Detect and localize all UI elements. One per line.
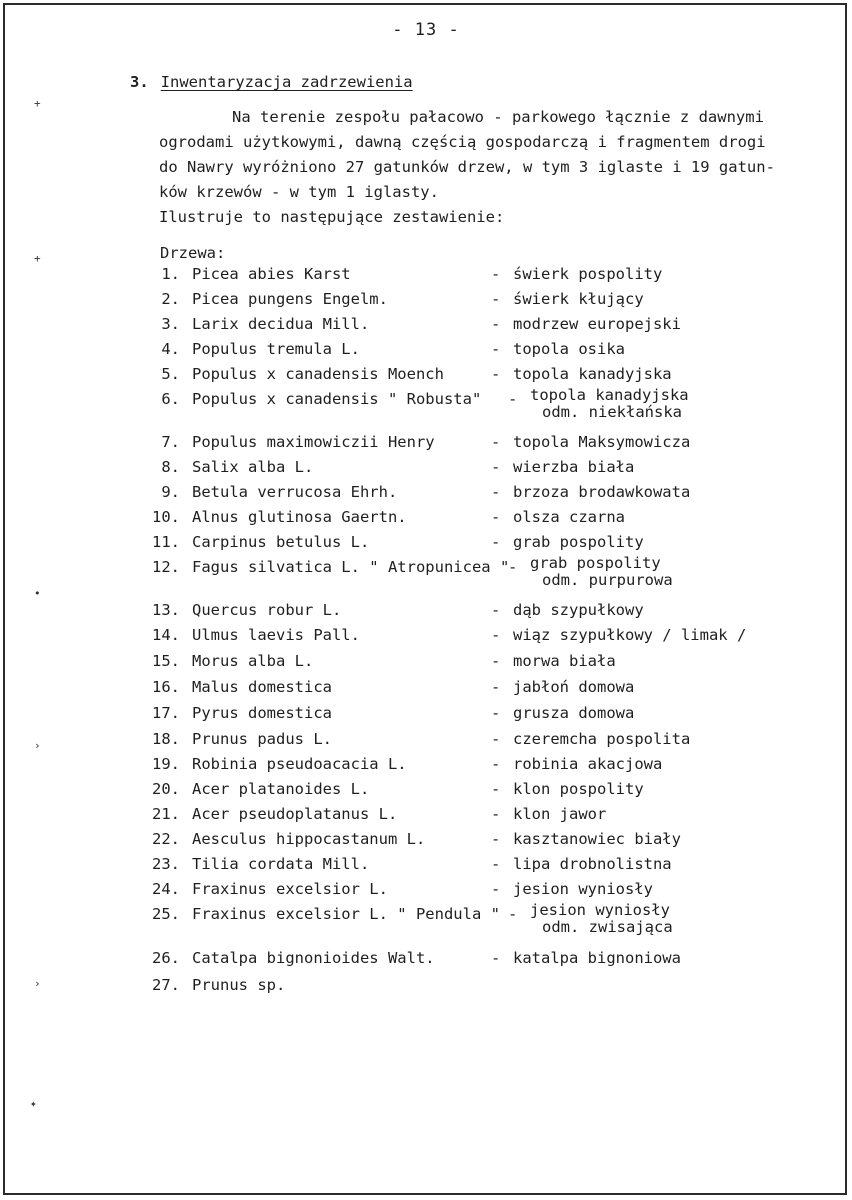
tree-dash: - xyxy=(491,626,501,644)
tree-polish-main: katalpa bignoniowa xyxy=(513,949,681,967)
tree-polish-name xyxy=(513,830,681,848)
tree-latin-name: Pyrus domestica xyxy=(192,704,332,722)
intro-line: Na terenie zespołu pałacowo - parkowego łącznie z dawnymi xyxy=(232,108,764,126)
tree-number: 9. xyxy=(161,483,180,501)
tree-polish-main: jabłoń domowa xyxy=(513,678,635,696)
tree-polish-name xyxy=(530,555,673,589)
tree-polish-name xyxy=(513,880,653,898)
tree-number: 27. xyxy=(152,976,180,994)
tree-dash: - xyxy=(491,830,501,848)
tree-number: 21. xyxy=(152,805,180,823)
tree-number: 1. xyxy=(161,265,180,283)
tree-row xyxy=(0,483,852,509)
tree-dash: - xyxy=(491,508,501,526)
tree-row xyxy=(0,626,852,652)
tree-dash: - xyxy=(491,340,501,358)
tree-polish-main: topola kanadyjska xyxy=(513,365,672,383)
tree-polish-main: jesion wyniosły xyxy=(530,901,670,919)
tree-row xyxy=(0,652,852,678)
tree-latin-name: Picea pungens Engelm. xyxy=(192,290,388,308)
tree-latin-name: Acer pseudoplatanus L. xyxy=(192,805,398,823)
tree-polish-main: świerk kłujący xyxy=(513,290,644,308)
tree-polish-name xyxy=(513,458,634,476)
tree-dash: - xyxy=(491,805,501,823)
tree-polish-main: modrzew europejski xyxy=(513,315,681,333)
tree-polish-name xyxy=(513,290,644,308)
intro-line: ogrodami użytkowymi, dawną częścią gospodarczą i fragmentem drogi xyxy=(159,133,766,151)
tree-polish-main: czeremcha pospolita xyxy=(513,730,691,748)
tree-polish-name xyxy=(513,601,644,619)
tree-polish-main: jesion wyniosły xyxy=(513,880,653,898)
tree-latin-name: Prunus sp. xyxy=(192,976,286,994)
tree-latin-name: Populus maximowiczii Henry xyxy=(192,433,435,451)
margin-mark: + xyxy=(34,252,41,265)
tree-polish-main: robinia akacjowa xyxy=(513,755,663,773)
tree-number: 18. xyxy=(152,730,180,748)
tree-dash: - xyxy=(491,652,501,670)
tree-polish-name xyxy=(513,508,625,526)
tree-row xyxy=(0,949,852,975)
tree-polish-main: grab pospolity xyxy=(513,533,644,551)
tree-latin-name: Larix decidua Mill. xyxy=(192,315,370,333)
tree-dash: - xyxy=(491,483,501,501)
tree-polish-name xyxy=(530,387,689,421)
tree-number: 15. xyxy=(152,652,180,670)
tree-row xyxy=(0,704,852,730)
section-number: 3. xyxy=(130,73,149,91)
tree-row xyxy=(0,976,852,1002)
tree-polish-name xyxy=(513,805,606,823)
tree-dash: - xyxy=(491,949,501,967)
tree-polish-main: olsza czarna xyxy=(513,508,625,526)
page-number: - 13 - xyxy=(392,20,460,40)
tree-latin-name: Fraxinus excelsior L. " Pendula " xyxy=(192,905,500,923)
tree-polish-name xyxy=(530,902,673,936)
tree-polish-main: kasztanowiec biały xyxy=(513,830,681,848)
tree-number: 13. xyxy=(152,601,180,619)
tree-dash: - xyxy=(491,678,501,696)
tree-number: 14. xyxy=(152,626,180,644)
section-title: Inwentaryzacja zadrzewienia xyxy=(160,73,413,91)
tree-dash: - xyxy=(491,533,501,551)
tree-number: 2. xyxy=(161,290,180,308)
tree-latin-name: Fagus silvatica L. " Atropunicea " xyxy=(192,558,510,576)
tree-number: 12. xyxy=(152,558,180,576)
tree-dash: - xyxy=(491,880,501,898)
tree-polish-name xyxy=(513,678,634,696)
tree-latin-name: Ulmus laevis Pall. xyxy=(192,626,360,644)
tree-dash: - xyxy=(491,315,501,333)
intro-line: do Nawry wyróżniono 27 gatunków drzew, w tym 3 iglaste i 19 gatun- xyxy=(159,158,775,176)
tree-number: 7. xyxy=(161,433,180,451)
tree-polish-main: wierzba biała xyxy=(513,458,635,476)
tree-dash: - xyxy=(491,458,501,476)
tree-polish-main: topola osika xyxy=(513,340,625,358)
tree-number: 23. xyxy=(152,855,180,873)
intro-line: ków krzewów - w tym 1 iglasty. xyxy=(159,183,439,201)
tree-row xyxy=(0,340,852,366)
tree-latin-name: Fraxinus excelsior L. xyxy=(192,880,388,898)
tree-number: 19. xyxy=(152,755,180,773)
tree-number: 10. xyxy=(152,508,180,526)
tree-dash: - xyxy=(491,855,501,873)
tree-polish-name xyxy=(513,652,616,670)
tree-polish-name xyxy=(513,483,690,501)
tree-list xyxy=(0,265,852,1025)
tree-latin-name: Alnus glutinosa Gaertn. xyxy=(192,508,407,526)
tree-row xyxy=(0,780,852,806)
tree-row xyxy=(0,880,852,906)
margin-mark: • xyxy=(34,587,41,600)
tree-polish-name xyxy=(513,949,681,967)
tree-row xyxy=(0,290,852,316)
tree-latin-name: Populus tremula L. xyxy=(192,340,360,358)
tree-number: 16. xyxy=(152,678,180,696)
tree-dash: - xyxy=(508,558,518,576)
tree-dash: - xyxy=(491,730,501,748)
tree-latin-name: Aesculus hippocastanum L. xyxy=(192,830,426,848)
margin-mark: ✦ xyxy=(30,1097,37,1110)
tree-latin-name: Tilia cordata Mill. xyxy=(192,855,370,873)
tree-polish-main: topola kanadyjska xyxy=(530,386,689,404)
tree-latin-name: Prunus padus L. xyxy=(192,730,332,748)
tree-polish-main: świerk pospolity xyxy=(513,265,663,283)
intro-line: Ilustruje to następujące zestawienie: xyxy=(159,208,505,226)
tree-polish-name xyxy=(513,265,662,283)
tree-dash: - xyxy=(491,780,501,798)
tree-row xyxy=(0,265,852,291)
tree-number: 4. xyxy=(161,340,180,358)
tree-polish-name xyxy=(513,315,681,333)
tree-polish-main: morwa biała xyxy=(513,652,616,670)
tree-polish-main: topola Maksymowicza xyxy=(513,433,691,451)
tree-polish-main: grab pospolity xyxy=(530,554,661,572)
tree-number: 22. xyxy=(152,830,180,848)
margin-mark: + xyxy=(34,97,41,110)
tree-polish-main: klon jawor xyxy=(513,805,607,823)
tree-row xyxy=(0,458,852,484)
tree-number: 24. xyxy=(152,880,180,898)
tree-latin-name: Robinia pseudoacacia L. xyxy=(192,755,407,773)
tree-row xyxy=(0,386,852,421)
tree-number: 11. xyxy=(152,533,180,551)
margin-mark: › xyxy=(34,977,41,990)
tree-latin-name: Picea abies Karst xyxy=(192,265,351,283)
tree-polish-name xyxy=(513,780,644,798)
tree-row xyxy=(0,755,852,781)
tree-row xyxy=(0,901,852,936)
tree-polish-name xyxy=(513,704,634,722)
tree-polish-main: klon pospolity xyxy=(513,780,644,798)
tree-latin-name: Carpinus betulus L. xyxy=(192,533,370,551)
tree-variety: odm. purpurowa xyxy=(542,571,673,589)
tree-row xyxy=(0,601,852,627)
tree-dash: - xyxy=(491,265,501,283)
tree-dash: - xyxy=(491,365,501,383)
tree-row xyxy=(0,365,852,391)
tree-polish-name xyxy=(513,626,746,644)
tree-polish-name xyxy=(513,433,690,451)
tree-row xyxy=(0,855,852,881)
tree-dash: - xyxy=(491,290,501,308)
tree-row xyxy=(0,730,852,756)
tree-row xyxy=(0,508,852,534)
tree-dash: - xyxy=(491,704,501,722)
tree-dash: - xyxy=(508,905,518,923)
tree-dash: - xyxy=(491,433,501,451)
tree-latin-name: Morus alba L. xyxy=(192,652,314,670)
tree-latin-name: Salix alba L. xyxy=(192,458,314,476)
tree-row xyxy=(0,805,852,831)
list-heading: Drzewa: xyxy=(160,244,226,262)
tree-latin-name: Quercus robur L. xyxy=(192,601,342,619)
tree-row xyxy=(0,533,852,559)
tree-number: 3. xyxy=(161,315,180,333)
tree-row xyxy=(0,554,852,589)
tree-number: 25. xyxy=(152,905,180,923)
tree-latin-name: Populus x canadensis Moench xyxy=(192,365,444,383)
section-heading xyxy=(130,73,413,91)
tree-row xyxy=(0,315,852,341)
tree-dash: - xyxy=(508,390,518,408)
tree-polish-name xyxy=(513,340,625,358)
tree-latin-name: Malus domestica xyxy=(192,678,332,696)
tree-dash: - xyxy=(491,601,501,619)
intro-paragraph xyxy=(159,105,849,230)
tree-number: 5. xyxy=(161,365,180,383)
tree-row xyxy=(0,830,852,856)
tree-polish-name xyxy=(513,730,690,748)
tree-polish-main: dąb szypułkowy xyxy=(513,601,644,619)
tree-latin-name: Betula verrucosa Ehrh. xyxy=(192,483,398,501)
tree-polish-main: wiąz szypułkowy / limak / xyxy=(513,626,747,644)
tree-variety: odm. niekłańska xyxy=(542,403,682,421)
tree-row xyxy=(0,433,852,459)
margin-mark: › xyxy=(34,739,41,752)
tree-polish-name xyxy=(513,365,672,383)
tree-variety: odm. zwisająca xyxy=(542,918,673,936)
tree-polish-name xyxy=(513,755,662,773)
tree-number: 8. xyxy=(161,458,180,476)
tree-number: 17. xyxy=(152,704,180,722)
tree-latin-name: Populus x canadensis " Robusta" xyxy=(192,390,482,408)
tree-polish-main: lipa drobnolistna xyxy=(513,855,672,873)
tree-polish-name xyxy=(513,855,672,873)
tree-polish-main: grusza domowa xyxy=(513,704,635,722)
tree-dash: - xyxy=(491,755,501,773)
tree-row xyxy=(0,678,852,704)
tree-polish-main: brzoza brodawkowata xyxy=(513,483,691,501)
tree-number: 6. xyxy=(161,390,180,408)
tree-latin-name: Catalpa bignonioides Walt. xyxy=(192,949,435,967)
tree-number: 20. xyxy=(152,780,180,798)
tree-polish-name xyxy=(513,533,644,551)
tree-latin-name: Acer platanoides L. xyxy=(192,780,370,798)
tree-number: 26. xyxy=(152,949,180,967)
